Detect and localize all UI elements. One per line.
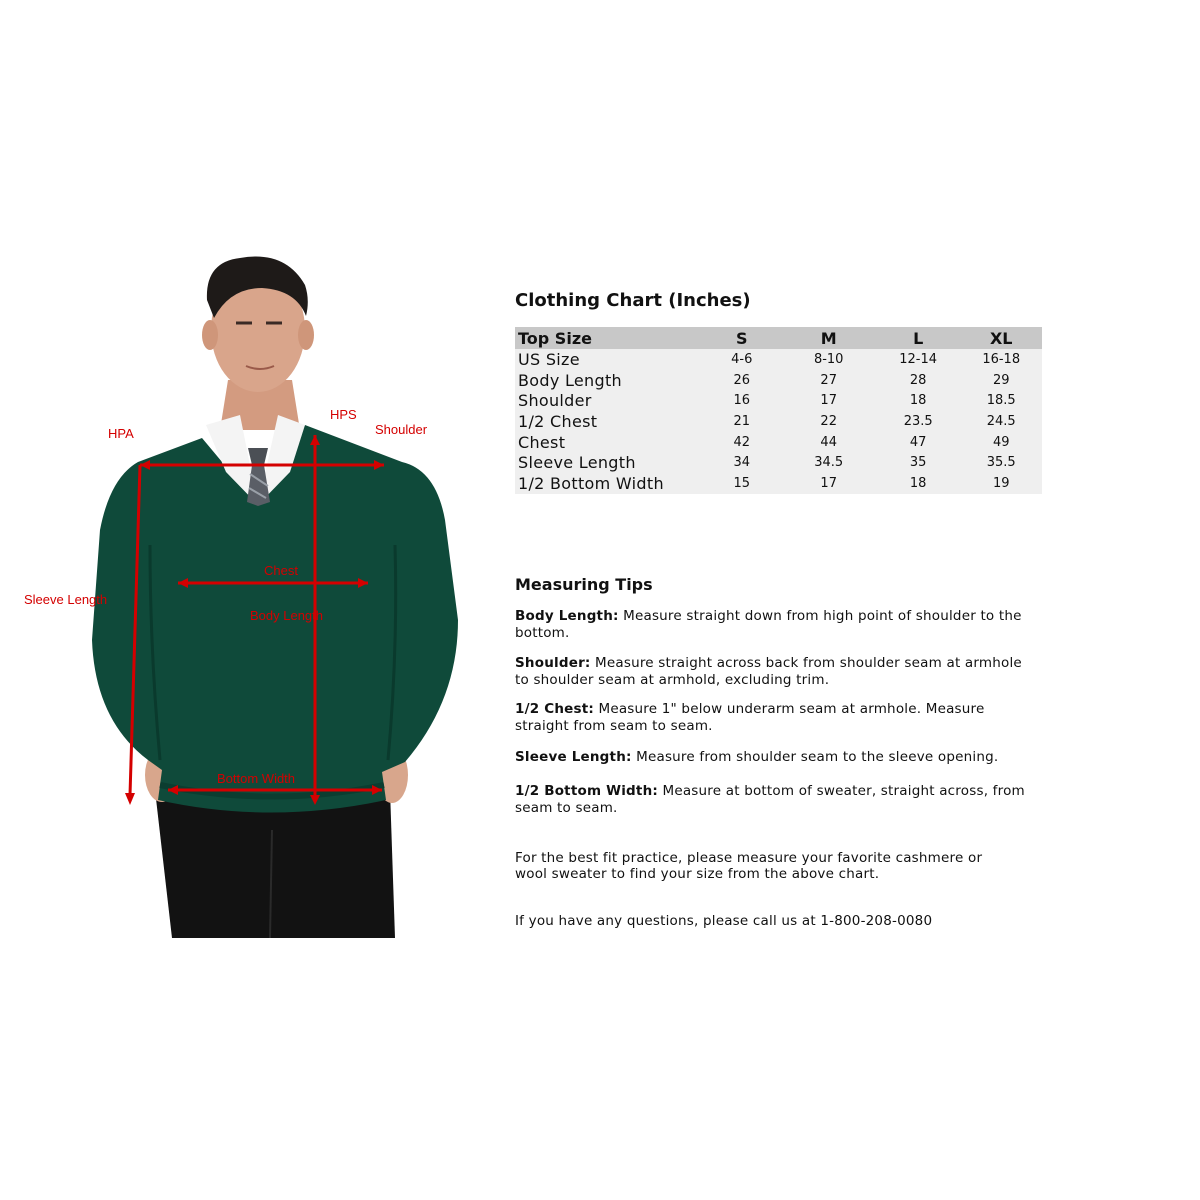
- table-cell: 35: [909, 455, 927, 471]
- table-cell: 17: [820, 475, 837, 491]
- tip-body-length: [515, 608, 1035, 642]
- table-cell: 29: [992, 372, 1010, 388]
- tip-term: Body Length:: [515, 608, 619, 624]
- table-cell: 27: [820, 372, 837, 388]
- table-cell: 21: [733, 413, 751, 429]
- table-cell: 44: [820, 434, 837, 450]
- row-label: 1/2 Bottom Width: [518, 473, 664, 493]
- row-label: 1/2 Chest: [518, 411, 598, 431]
- table-cell: 49: [992, 434, 1010, 450]
- table-cell: 42: [733, 434, 751, 450]
- row-label: Body Length: [518, 370, 622, 390]
- fit-note: For the best fit practice, please measure your favorite cashmere or wool sweater to find your size from the above chart.: [515, 850, 983, 882]
- tip-term: 1/2 Chest:: [515, 701, 594, 717]
- tip-text: Measure straight down from high point of shoulder to the bottom.: [515, 608, 1022, 641]
- table-cell: 22: [820, 413, 837, 429]
- table-cell: 26: [733, 372, 751, 388]
- chart-title: Clothing Chart (Inches): [515, 290, 751, 311]
- table-cell: 23.5: [903, 413, 933, 429]
- column-header: L: [876, 327, 961, 349]
- tip-sleeve-length: [515, 749, 1035, 766]
- table-cell: 28: [909, 372, 927, 388]
- table-cell: 17: [820, 393, 837, 409]
- tip-term: Shoulder:: [515, 655, 591, 671]
- table-row: [515, 390, 1042, 411]
- size-chart-table: [515, 327, 1042, 494]
- column-header: Top Size: [515, 327, 702, 349]
- bottom-width-label: Bottom Width: [217, 771, 296, 786]
- hpa-label: HPA: [108, 426, 134, 441]
- shoulder-label: Shoulder: [375, 422, 428, 437]
- model-figure: [0, 0, 470, 960]
- body-length-label: Body Length: [250, 608, 324, 623]
- table-cell: 35.5: [986, 455, 1016, 471]
- table-cell: 8-10: [813, 351, 844, 367]
- column-header: S: [702, 327, 781, 349]
- row-label: Chest: [518, 432, 566, 452]
- sweater-model-illustration: [0, 0, 470, 960]
- table-cell: 16: [733, 393, 751, 409]
- row-label: US Size: [518, 349, 580, 369]
- measuring-tips-title: Measuring Tips: [515, 575, 653, 594]
- tip-term: 1/2 Bottom Width:: [515, 783, 658, 799]
- table-cell: 18: [909, 393, 927, 409]
- tip-half-chest: [515, 701, 1035, 735]
- table-cell: 19: [992, 475, 1010, 491]
- sleeve-length-label: Sleeve Length: [24, 592, 108, 607]
- table-cell: 24.5: [986, 413, 1016, 429]
- table-row: [515, 411, 1042, 432]
- table-cell: 4-6: [731, 351, 753, 367]
- table-cell: 18.5: [986, 393, 1016, 409]
- table-cell: 12-14: [899, 351, 938, 367]
- tip-shoulder: [515, 655, 1035, 689]
- tip-text: Measure from shoulder seam to the sleeve opening.: [631, 749, 999, 765]
- table-cell: 18: [909, 475, 927, 491]
- tip-bottom-width: [515, 783, 1035, 817]
- contact-note: If you have any questions, please call us at 1-800-208-0080: [515, 913, 933, 929]
- table-cell: 34: [733, 455, 751, 471]
- tip-text: Measure at bottom of sweater, straight across, from seam to seam.: [515, 783, 1025, 816]
- chest-label: Chest: [264, 563, 298, 578]
- table-row: [515, 349, 1042, 370]
- column-header: M: [781, 327, 875, 349]
- table-row: [515, 432, 1042, 453]
- tip-term: Sleeve Length:: [515, 749, 632, 765]
- table-cell: 15: [733, 475, 751, 491]
- row-label: Shoulder: [518, 391, 592, 411]
- table-row: [515, 370, 1042, 391]
- table-cell: 16-18: [982, 351, 1021, 367]
- table-row: [515, 452, 1042, 473]
- row-label: Sleeve Length: [518, 453, 636, 473]
- hps-label: HPS: [330, 407, 357, 422]
- column-header: XL: [960, 327, 1042, 349]
- table-cell: 47: [909, 434, 927, 450]
- tip-text: Measure 1" below underarm seam at armhole. Measure straight from seam to seam.: [515, 701, 985, 734]
- tip-text: Measure straight across back from shoulder seam at armhole to shoulder seam at armhold, excluding trim.: [515, 655, 1022, 688]
- table-cell: 34.5: [814, 455, 844, 471]
- table-header-row: [515, 327, 1042, 349]
- table-row: [515, 473, 1042, 494]
